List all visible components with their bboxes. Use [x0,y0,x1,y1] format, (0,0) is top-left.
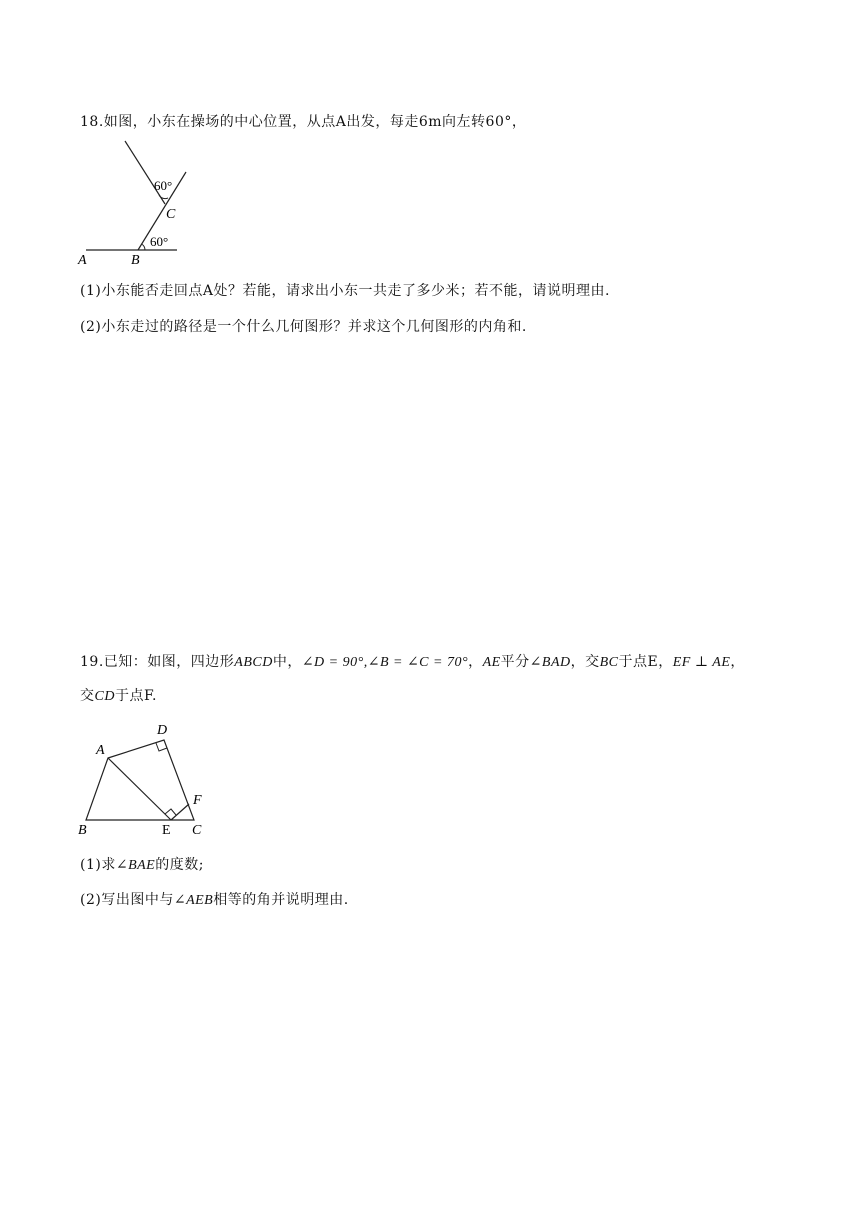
q19-figure [74,716,224,840]
q18-angle-bottom: 60° [150,234,169,249]
q19-label-E: E [162,823,171,838]
q19-part1-prefix: (1)求 [80,857,116,873]
q19-part2-angle: ∠AEB [173,893,214,908]
q19-angles: ∠D = 90°,∠B = ∠C = 70° [301,655,469,670]
q19-part2-prefix: (2)写出图中与 [80,892,174,908]
q19-line2-suffix: 于点F. [114,688,157,704]
q19-cd: CD [94,689,115,704]
q18-label-C: C [166,207,176,222]
q19-label-B: B [78,823,87,838]
q19-label-F: F [193,793,202,808]
q19-bad: ∠BAD [529,655,571,670]
q19-number: 19. [80,654,104,670]
q19-stem-mid3: 平分 [500,654,530,670]
q18-label-A: A [78,253,87,266]
q19-quad: ABCD [234,655,273,670]
q18-label-B: B [131,253,140,266]
q19-label-A: A [96,743,105,758]
q19-line2-prefix: 交 [80,688,95,704]
q19-stem-line2 [80,686,157,707]
q19-part1-suffix: 的度数; [155,857,204,873]
q19-part1 [80,855,204,876]
q18-stem-text: 如图，小东在操场的中心位置，从点A出发，每走6m向左转60°， [103,114,527,130]
q18-part2: (2)小东走过的路径是一个什么几何图形？并求这个几何图形的内角和. [80,319,527,335]
q19-stem-mid5: 于点E， [618,654,673,670]
q19-part2 [80,890,349,911]
q19-stem-mid1: 中， [272,654,302,670]
q19-stem-prefix: 已知：如图，四边形 [103,654,235,670]
q19-ae: AE [482,655,501,670]
q19-label-C: C [192,823,202,838]
q19-bc: BC [599,655,619,670]
q19-stem-mid2: ， [468,654,483,670]
q18-angle-top: 60° [154,178,173,193]
q19-part2-suffix: 相等的角并说明理由. [213,892,349,908]
q18-part1: (1)小东能否走回点A处？若能，请求出小东一共走了多少米；若不能，请说明理由. [80,283,610,299]
q19-stem-mid4: ，交 [570,654,600,670]
q18-number: 18. [80,114,104,130]
q19-label-D: D [157,723,168,738]
q19-ef-perp: EF ⊥ AE [672,655,731,670]
q18-stem [80,112,526,132]
q19-stem-mid6: ， [730,654,745,670]
q18-figure [74,138,204,266]
q19-stem [80,652,745,673]
q19-part1-angle: ∠BAE [115,858,156,873]
